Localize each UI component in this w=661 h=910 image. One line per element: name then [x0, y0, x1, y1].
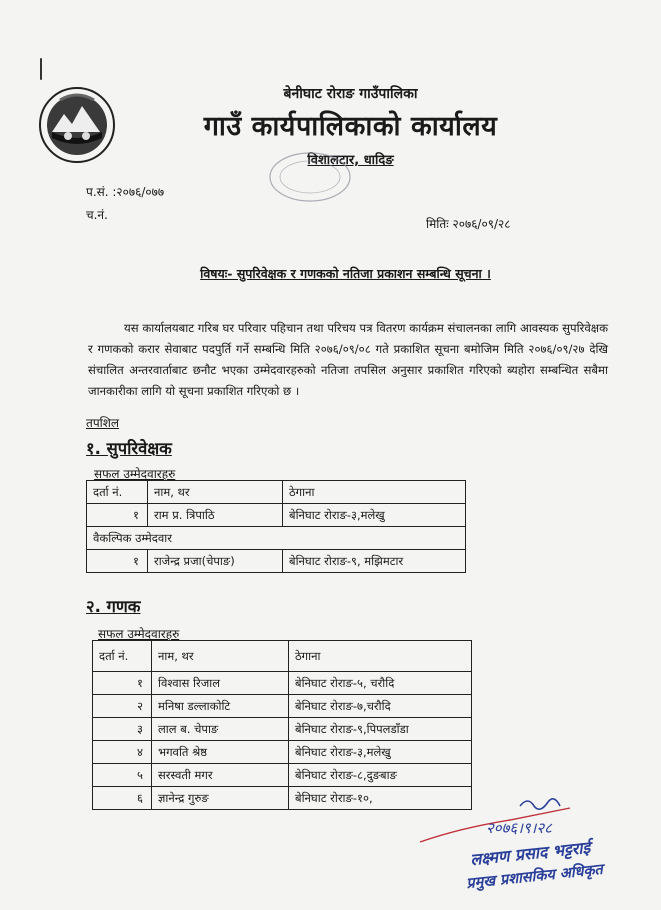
header-reg-no: दर्ता नं. [87, 481, 148, 504]
name-cell: सरस्वती मगर [152, 764, 289, 787]
header-address: ठेगाना [283, 481, 466, 504]
section-enumerator-heading: २. गणक [86, 597, 141, 616]
notice-body: यस कार्यालयबाट गरिब घर परिवार पहिचान तथा परिचय पत्र वितरण कार्यक्रम संचालनका लागि आवस्यक सुपरिवेक्षक र गणकको करार सेवाबाट पदपुर्ति गर्ने सम्बन्धि मिति २०७६/०९/०८ गते प्रकाशित सूचना बमोजिम मिति २०७६/०९/२७ देखि संचालित अन्तरवार्ताबाट छनौट भएका उम्मेदवारहरुको नतिजा तपसिल अनुसार प्रकाशित गरिएको ब्यहोरा सम्बन्धित सबैमा जानकारीका लागि यो सूचना प्रकाशित गरिएको छ । [88, 321, 608, 398]
name-cell: भगवति श्रेष्ठ [152, 741, 289, 764]
table-row [87, 550, 466, 573]
reg-no-cell: १ [87, 550, 148, 573]
name-cell: राजेन्द्र प्रजा(चेपाङ) [148, 550, 283, 573]
reg-no-cell: ६ [93, 787, 152, 810]
office-address: विशालटार, धादिङ [307, 153, 394, 168]
signatory-title: प्रमुख प्रशासकिय अधिकृत [465, 861, 604, 893]
alternate-label-row [87, 527, 466, 550]
reg-no-cell: ४ [93, 741, 152, 764]
table-row [87, 504, 466, 527]
enumerator-successful-label: सफल उम्मेदवारहरु [98, 627, 180, 641]
enumerator-table [92, 640, 472, 810]
margin-mark [40, 58, 42, 80]
reg-no-cell: २ [93, 695, 152, 718]
address-cell: बेनिघाट रोराङ-५, चरौदि [289, 672, 472, 695]
address-cell: बेनिघाट रोराङ-१०, [289, 787, 472, 810]
table-row [93, 764, 472, 787]
address-cell: बेनिघाट रोराङ-९,पिपलडाँडा [289, 718, 472, 741]
subject-line: विषयः- सुपरिवेक्षक र गणकको नतिजा प्रकाशन सम्बन्धि सूचना । [200, 266, 491, 281]
address-cell: बेनिघाट रोराङ-९, मझिमटार [283, 550, 466, 573]
name-cell: राम प्र. त्रिपाठि [148, 504, 283, 527]
table-row [93, 741, 472, 764]
chalani-number: च.नं. [86, 208, 108, 222]
address-cell: बेनिघाट रोराङ-७,चरौदि [289, 695, 472, 718]
reg-no-cell: १ [93, 672, 152, 695]
office-title: गाउँ कार्यपालिकाको कार्यालय [203, 111, 498, 142]
reference-number: प.सं. :२०७६/०७७ [86, 185, 165, 199]
address-cell: बेनिघाट रोराङ-८,दुङबाङ [289, 764, 472, 787]
section-supervisor-heading: १. सुपरिवेक्षक [86, 439, 172, 458]
table-row [93, 695, 472, 718]
header-name: नाम, थर [148, 481, 283, 504]
reg-no-cell: ३ [93, 718, 152, 741]
name-cell: लाल ब. चेपाङ [152, 718, 289, 741]
tapasil-label: तपशिल [86, 416, 120, 430]
address-cell: बेनिघाट रोराङ-३,मलेखु [283, 504, 466, 527]
supervisor-successful-label: सफल उम्मेदवारहरु [94, 467, 176, 481]
supervisor-table [86, 480, 466, 573]
name-cell: ज्ञानेन्द्र गुरुङ [152, 787, 289, 810]
notice-date: मितिः २०७६/०९/२८ [426, 217, 511, 231]
table-row [93, 672, 472, 695]
table-row [93, 718, 472, 741]
reg-no-cell: ५ [93, 764, 152, 787]
header-address: ठेगाना [289, 641, 472, 672]
table-header-row [93, 641, 472, 672]
name-cell: विश्वास रिजाल [152, 672, 289, 695]
name-cell: मनिषा डल्लाकोटि [152, 695, 289, 718]
signature-date-mark: २०७६।९।२८ [486, 819, 552, 837]
address-cell: बेनिघाट रोराङ-३,मलेखु [289, 741, 472, 764]
table-header-row [87, 481, 466, 504]
signature-block [400, 790, 640, 900]
reg-no-cell: १ [87, 504, 148, 527]
header-name: नाम, थर [152, 641, 289, 672]
header-reg-no: दर्ता नं. [93, 641, 152, 672]
office-stamp [262, 146, 358, 208]
office-name: बेनीघाट रोराङ गाउँपालिका [283, 86, 418, 102]
alternate-label: वैकल्पिक उम्मेदवार [87, 527, 466, 550]
signatory-name: लक्ष्मण प्रसाद भट्टराई [469, 837, 592, 870]
